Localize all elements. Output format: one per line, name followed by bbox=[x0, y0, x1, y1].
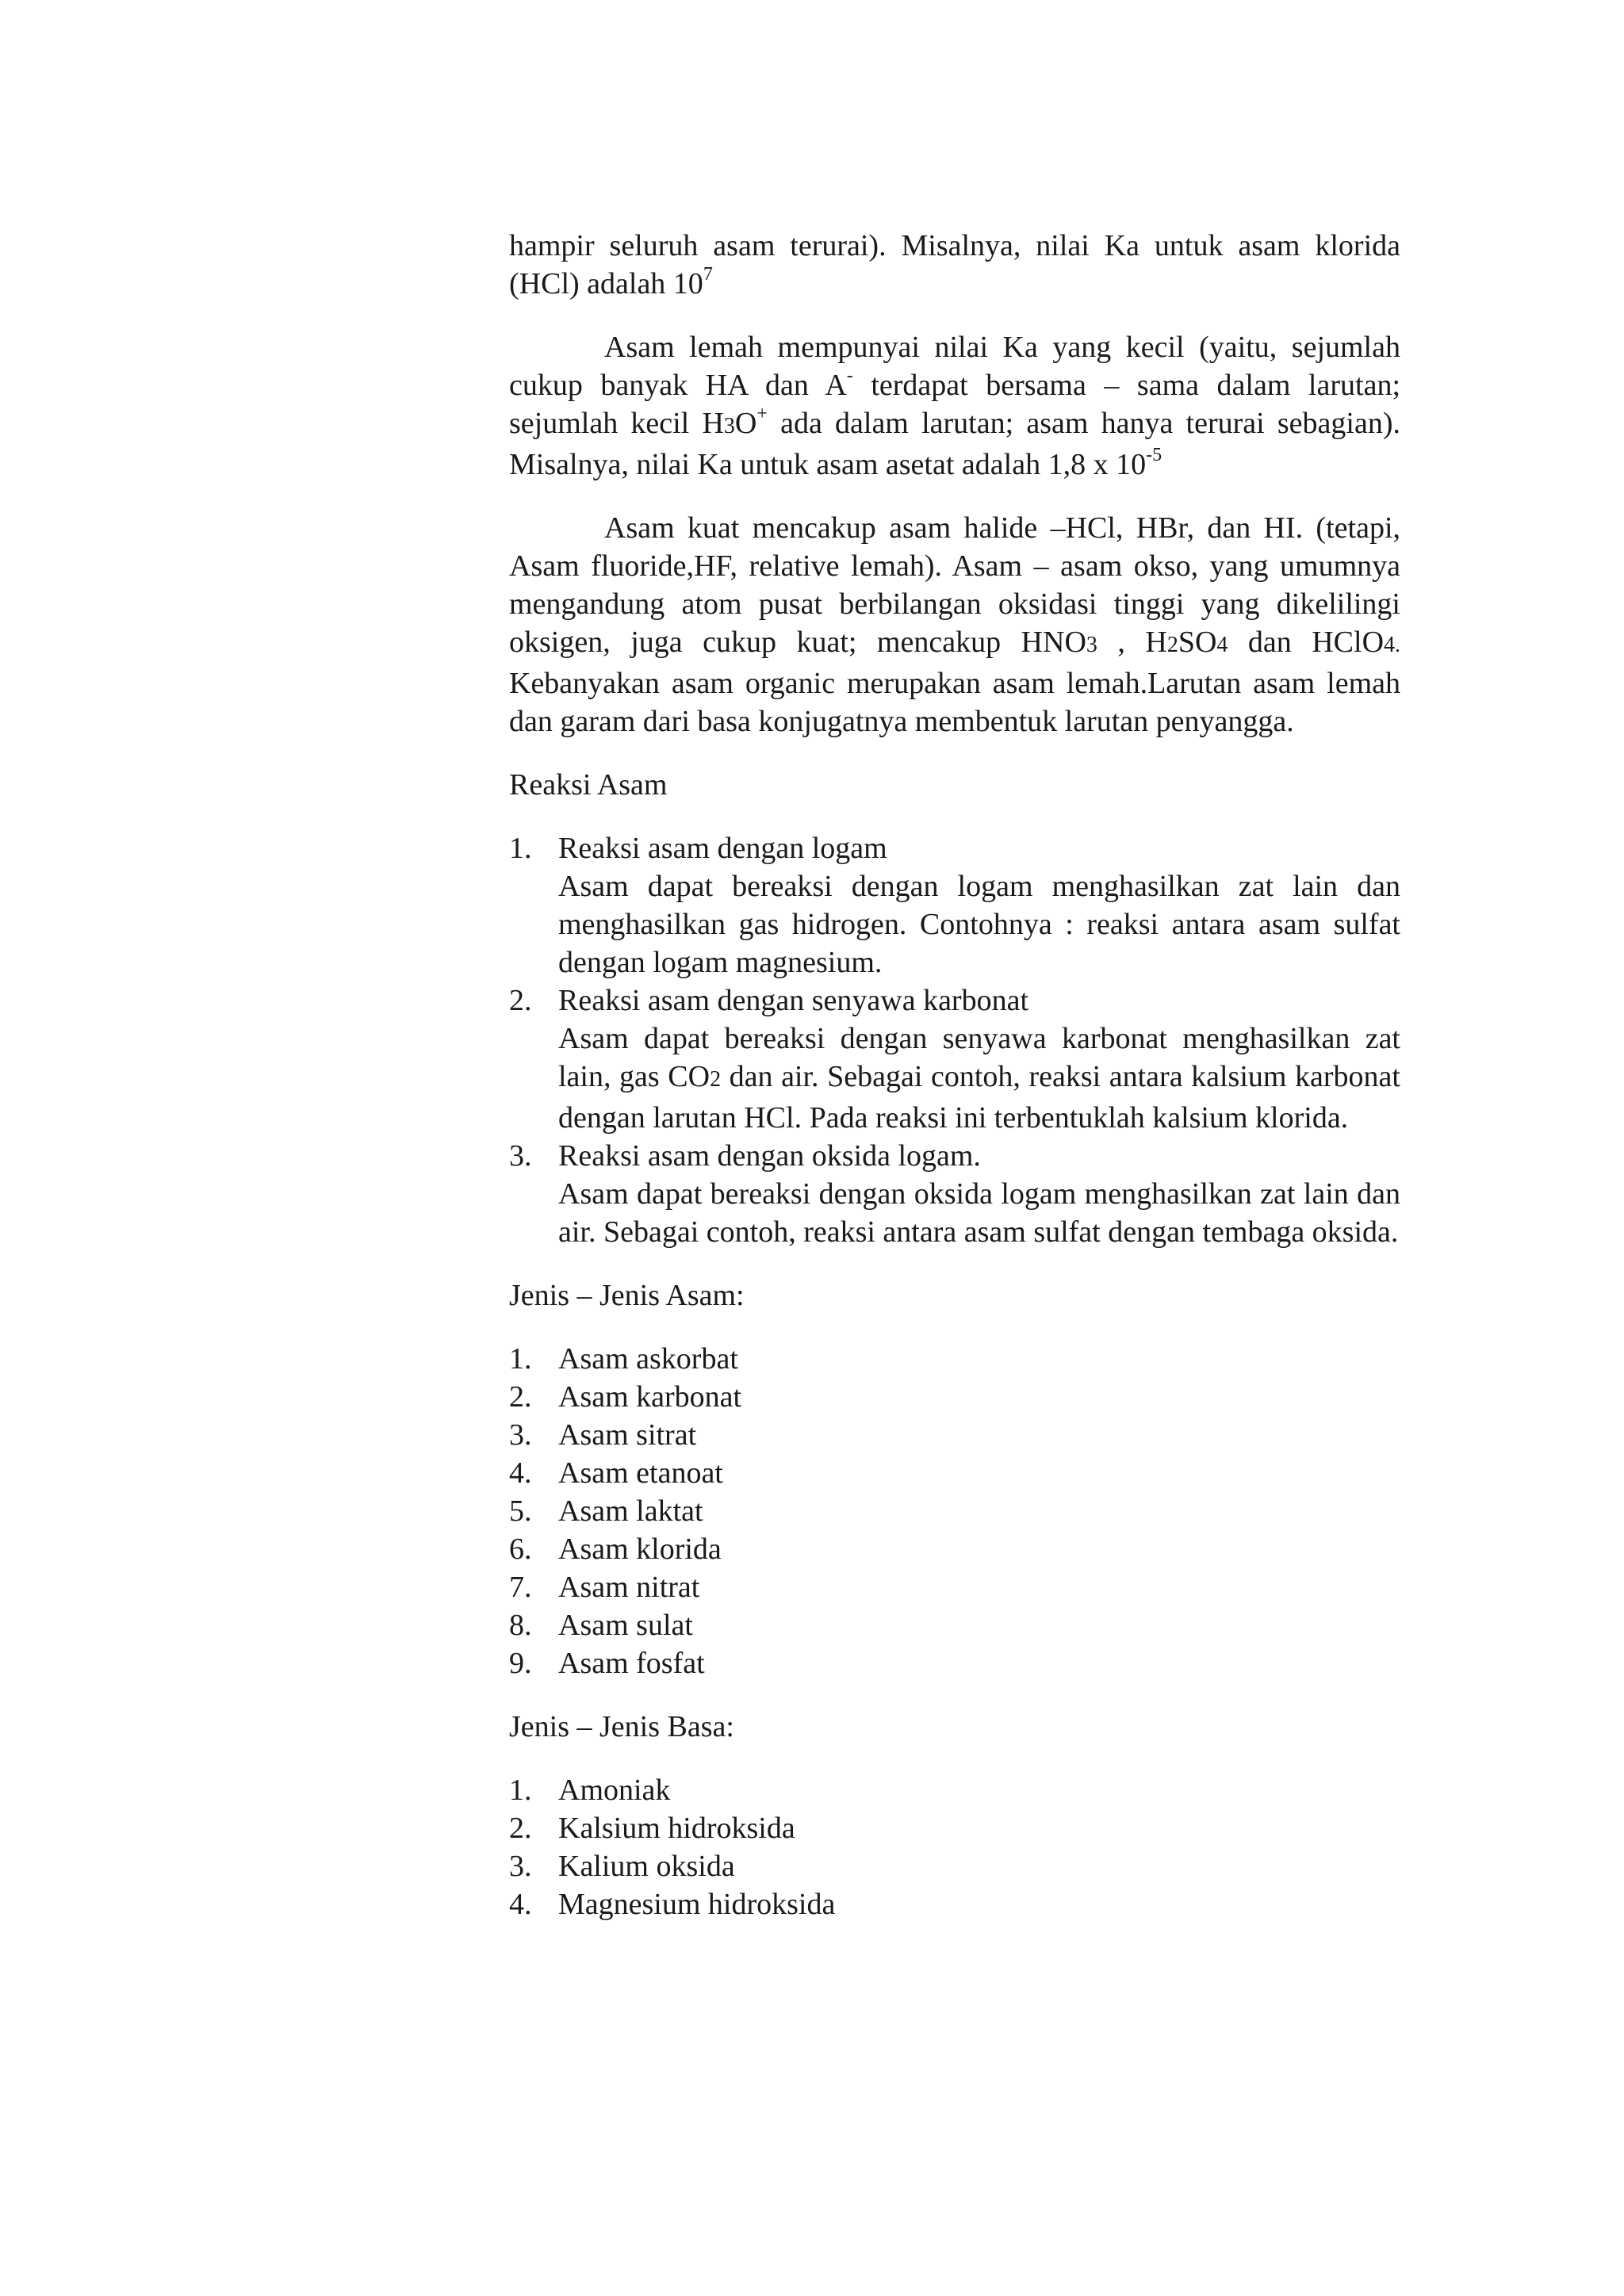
list-item: 1. Asam askorbat bbox=[509, 1342, 738, 1376]
list-item-title: Reaksi asam dengan senyawa karbonat bbox=[558, 984, 1029, 1017]
list-item: 2. Kalsium hidroksida bbox=[509, 1812, 795, 1845]
list-item: 1. Amoniak bbox=[509, 1774, 671, 1807]
list-item-description: Asam dapat bereaksi dengan senyawa karbonat menghasilkan zat lain, gas CO2 dan air. Sebagai contoh, reaksi antara kalsium karbonat dengan larutan HCl. Pada reaksi ini terbentuklah kalsium klorida. bbox=[558, 1022, 1400, 1135]
list-item: 5. Asam laktat bbox=[509, 1494, 703, 1528]
list-item: 8. Asam sulat bbox=[509, 1609, 693, 1642]
list-item-title: Reaksi asam dengan oksida logam. bbox=[558, 1139, 981, 1173]
list-item-description: Asam dapat bereaksi dengan logam menghasilkan zat lain dan menghasilkan gas hidrogen. Contohnya : reaksi antara asam sulfat dengan logam magnesium. bbox=[558, 870, 1400, 979]
list-item-title: Reaksi asam dengan logam bbox=[558, 832, 887, 865]
document-page bbox=[509, 227, 1400, 1949]
jenis-basa-list bbox=[509, 1771, 1400, 1923]
section-heading-jenis-asam: Jenis – Jenis Asam: bbox=[509, 1279, 745, 1312]
list-item: 4. Asam etanoat bbox=[509, 1456, 723, 1490]
section-heading-jenis-basa: Jenis – Jenis Basa: bbox=[509, 1710, 734, 1743]
paragraph-strong-acid-ka: hampir seluruh asam terurai). Misalnya, nilai Ka untuk asam klorida (HCl) adalah $10^7$ bbox=[509, 229, 1400, 300]
list-item: 2. Asam karbonat bbox=[509, 1380, 742, 1414]
paragraph-weak-acid: Asam lemah mempunyai nilai Ka yang kecil (yaitu, sejumlah cukup banyak HA dan A- terdapat bersama – sama dalam larutan; sejumlah kecil H3O+ ada dalam larutan; asam hanya terurai sebagian). Misalnya, nilai Ka untuk asam asetat adalah 1,8 x $10^{-5}$ bbox=[509, 331, 1400, 481]
list-item: 1. Reaksi asam dengan logam Asam dapat bereaksi dengan logam menghasilkan zat lain dan menghasilkan gas hidrogen. Contohnya : reaksi antara asam sulfat dengan logam magnesium. bbox=[509, 829, 1400, 982]
reaksi-asam-list bbox=[509, 829, 1400, 1251]
list-item: 2. Reaksi asam dengan senyawa karbonat Asam dapat bereaksi dengan senyawa karbonat menghasilkan zat lain, gas CO2 dan air. Sebagai contoh, reaksi antara kalsium karbonat dengan larutan HCl. Pada reaksi ini terbentuklah kalsium klorida. bbox=[509, 982, 1400, 1137]
list-item: 4. Magnesium hidroksida bbox=[509, 1888, 836, 1921]
section-heading-reaksi-asam: Reaksi Asam bbox=[509, 768, 668, 802]
list-item: 3. Kalium oksida bbox=[509, 1850, 735, 1883]
list-item: 9. Asam fosfat bbox=[509, 1647, 705, 1680]
jenis-asam-list bbox=[509, 1340, 1400, 1682]
list-item: 3. Reaksi asam dengan oksida logam. Asam dapat bereaksi dengan oksida logam menghasilkan zat lain dan air. Sebagai contoh, reaksi antara asam sulfat dengan tembaga oksida. bbox=[509, 1137, 1400, 1251]
list-item-description: Asam dapat bereaksi dengan oksida logam menghasilkan zat lain dan air. Sebagai contoh, reaksi antara asam sulfat dengan tembaga oksida. bbox=[558, 1177, 1400, 1249]
list-item: 3. Asam sitrat bbox=[509, 1418, 697, 1452]
list-item: 6. Asam klorida bbox=[509, 1533, 722, 1566]
list-item: 7. Asam nitrat bbox=[509, 1571, 700, 1604]
paragraph-strong-acid-examples: Asam kuat mencakup asam halide –HCl, HBr, dan HI. (tetapi, Asam fluoride,HF, relative lemah). Asam – asam okso, yang umumnya mengandung atom pusat berbilangan oksidasi tinggi yang dikelilingi oksigen, juga cukup kuat; mencakup HNO3 , H2SO4 dan HClO4. Kebanyakan asam organic merupakan asam lemah.Larutan asam lemah dan garam dari basa konjugatnya membentuk larutan penyangga. bbox=[509, 511, 1401, 738]
